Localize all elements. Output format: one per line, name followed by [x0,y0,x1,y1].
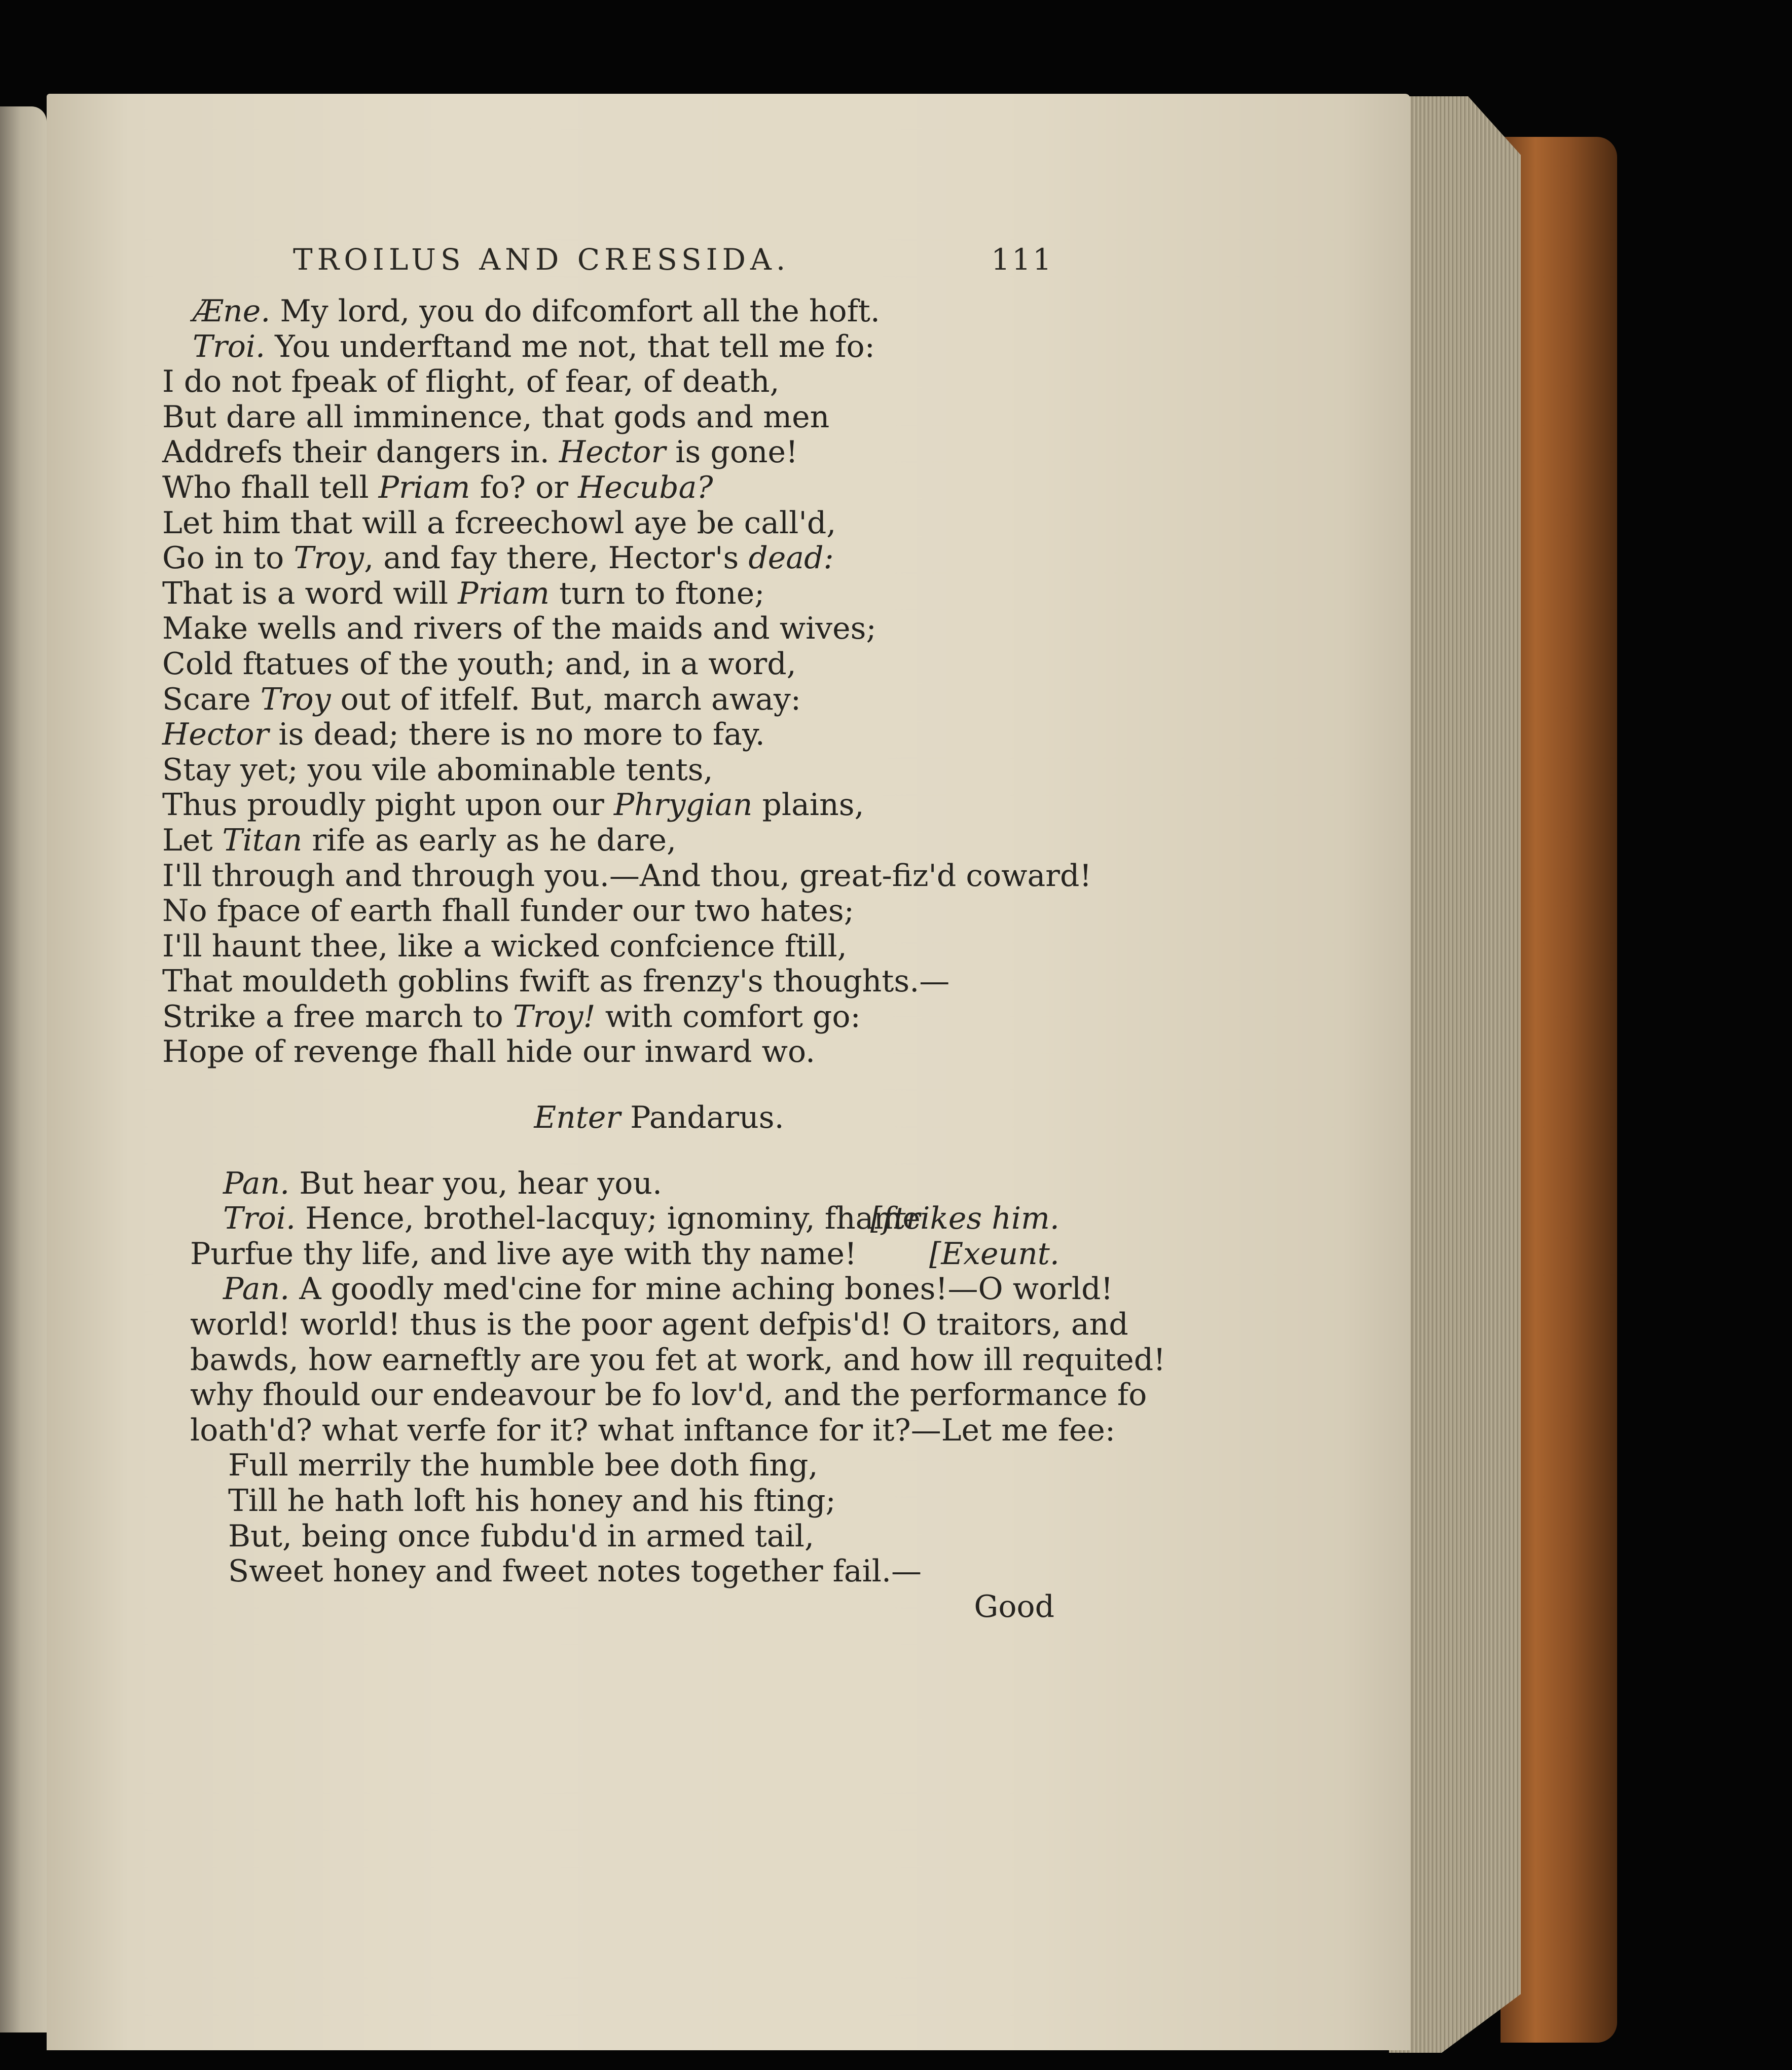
song-line: Full merrily the humble bee doth fing, [228,1448,818,1484]
proper-name: Priam [378,469,470,505]
proper-name: Troy [260,681,331,717]
proper-name: Titan [222,822,303,858]
verse-line: Stay yet; you vile abominable tents, [162,752,713,788]
verse-text: plains, [752,787,864,823]
speaker-name: Pan. [223,1271,290,1307]
verse-line [162,682,1054,718]
spacer [162,1136,1054,1166]
verse-text: is dead; there is no more to fay. [269,717,765,753]
prose-line: bawds, how earneftly are you fet at work, and how ill requited! [190,1342,1166,1378]
verse-text: is gone! [666,434,798,470]
verse-text: out of itfelf. But, march away: [331,681,801,717]
stage-verb: Enter [534,1100,621,1136]
verse-line [162,541,1054,576]
verse-line [162,329,1054,365]
verse-line [162,435,1054,470]
prose-line: loath'd? what verfe for it? what inftance for it?—Let me fee: [190,1412,1116,1448]
verse-line [162,576,1054,612]
song-line: Till he hath loft his honey and his fting; [228,1483,836,1519]
verse-text: Strike a free march to [162,999,513,1034]
verse-text: rife as early as he dare, [302,822,677,858]
verse-line: That mouldeth goblins fwift as frenzy's thoughts.— [162,964,950,1000]
page-number: 111 [991,242,1053,277]
running-head [293,242,1053,278]
proper-name: Hecuba? [578,469,713,505]
verse-text: You underftand me not, that tell me fo: [265,328,875,364]
prose-line: world! world! thus is the poor agent defpis'd! O traitors, and [190,1307,1128,1343]
stage-direction [162,1100,1054,1136]
verse-text: Go in to [162,540,294,576]
proper-name: Hector [559,434,666,470]
spacer [162,1070,1054,1100]
speech-line [162,1166,1054,1202]
stage-direction: [ftrikes him. [870,1201,1059,1237]
speech-line [162,1236,1059,1272]
verse-text: That is a word will [162,575,458,611]
prose-line: why fhould our endeavour be fo lov'd, and the performance fo [190,1377,1147,1413]
speaker-name: Pan. [223,1165,290,1201]
verse-line [162,717,1054,753]
verse-text: turn to ftone; [550,575,765,611]
stage-direction: [Exeunt. [929,1236,1059,1272]
verse-line: I do not fpeak of flight, of fear, of death, [162,364,780,400]
verse-line: No fpace of earth fhall funder our two hates; [162,893,854,929]
verse-text: , and fay there, Hector's [364,540,749,576]
verse-line: Hope of revenge fhall hide our inward wo. [162,1034,816,1070]
song-line: Sweet honey and fweet notes together fail.— [228,1554,922,1590]
character-name: Pandarus. [620,1100,784,1136]
speech-text: Hence, brothel-lacquy; ignominy, fhame [296,1201,921,1237]
proper-name: Hector [162,717,269,753]
speech-text: Purfue thy life, and live aye with thy name! [190,1236,857,1272]
running-title: TROILUS AND CRESSIDA. [293,242,790,277]
verse-text: Thus proudly pight upon our [162,787,614,823]
proper-name: Troy [294,540,364,576]
verse-line [162,823,1054,859]
song-line: But, being once fubdu'd in armed tail, [228,1518,815,1554]
verse-line: Make wells and rivers of the maids and wives; [162,611,876,647]
speech-text: A goodly med'cine for mine aching bones!—O world! [289,1271,1113,1307]
proper-name: Troy! [513,999,596,1034]
verse-line: Let him that will a fcreechowl aye be call'd, [162,505,836,541]
verse-line [162,1000,1054,1035]
verse-text: Who fhall tell [162,469,379,505]
speaker-name: Æne. [193,293,271,329]
left-page-edge [0,106,47,2032]
speech-line [162,1271,1113,1307]
verse-line [162,788,1054,823]
verse-line: But dare all imminence, that gods and men [162,399,830,435]
text-block [162,293,1166,1624]
emphasis-word: dead: [748,540,834,576]
proper-name: Priam [458,575,550,611]
verse-line: I'll haunt thee, like a wicked confcience ftill, [162,928,847,964]
speech-line [162,1201,1059,1237]
verse-text: with comfort go: [595,999,861,1034]
verse-line [162,294,1054,329]
verse-text: Addrefs their dangers in. [162,434,559,470]
verse-line: I'll through and through you.—And thou, great-fiz'd coward! [162,858,1092,894]
verse-line: Cold ftatues of the youth; and, in a word, [162,646,796,682]
verse-text: Let [162,822,223,858]
speech-text: But hear you, hear you. [289,1165,663,1201]
verse-text: fo? or [470,469,578,505]
verse-line [162,470,1054,506]
verse-text: Scare [162,681,261,717]
proper-name: Phrygian [613,787,753,823]
catchword: Good [974,1588,1054,1624]
speaker-name: Troi. [223,1201,296,1237]
verse-text: My lord, you do difcomfort all the hoft. [270,293,880,329]
speaker-name: Troi. [193,328,266,364]
